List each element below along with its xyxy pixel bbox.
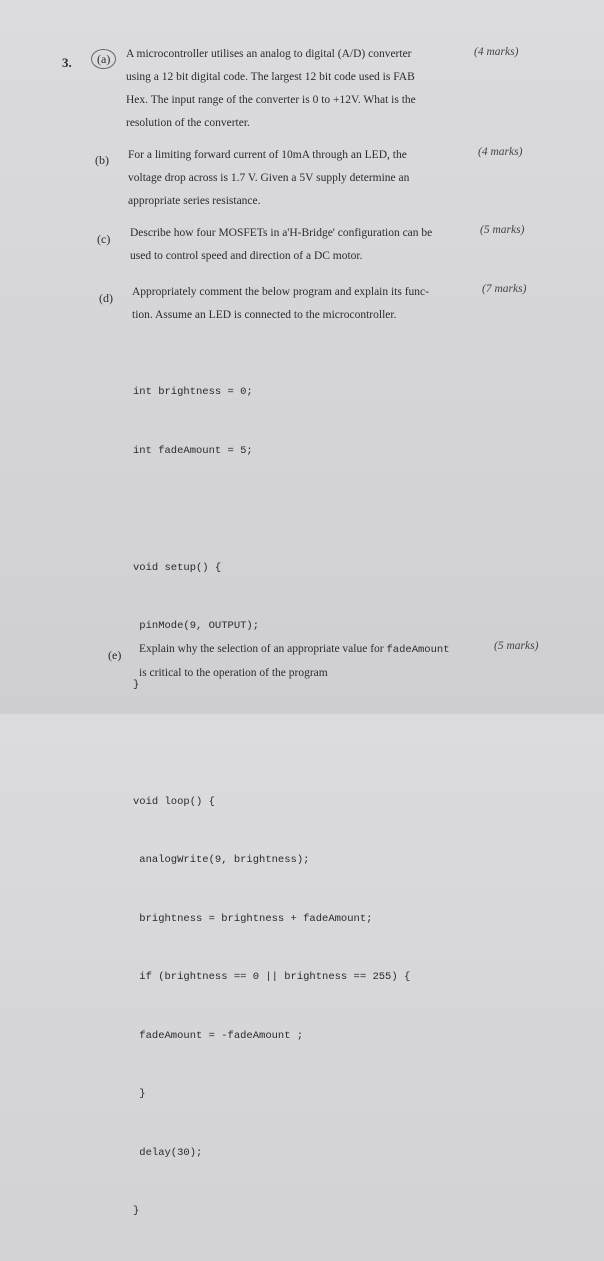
part-c-marks: (5 marks): [480, 224, 525, 236]
part-a-text: A microcontroller utilises an analog to digital (A/D) converter using a 12 bit digital code. The largest 12 bit code used is FAB Hex. The input range of the converter is 0 to +12V. What is the resolution of the converter.: [126, 48, 416, 129]
code-line: int fadeAmount = 5;: [133, 444, 253, 457]
code-line: brightness = brightness + fadeAmount;: [133, 912, 373, 925]
part-d-marks: (7 marks): [482, 283, 527, 295]
code-line: delay(30);: [133, 1146, 203, 1159]
part-a-label: [91, 52, 116, 67]
code-line: fadeAmount = -fadeAmount ;: [133, 1029, 304, 1042]
part-e-marks: (5 marks): [494, 640, 539, 652]
code-line: void loop() {: [133, 795, 215, 808]
part-e-line2: is critical to the operation of the program: [139, 667, 328, 679]
part-c-text: Describe how four MOSFETs in a'H-Bridge' configuration can be used to control speed and direction of a DC motor.: [130, 227, 433, 262]
code-line: [133, 734, 410, 754]
code-line: }: [133, 1205, 140, 1217]
question-number: 3.: [62, 55, 72, 70]
part-b-text: For a limiting forward current of 10mA through an LED, the voltage drop across is 1.7 V. Given a 5V supply determine an appropriate series resistance.: [128, 149, 410, 207]
part-d-label: (d): [99, 291, 113, 305]
code-line: pinMode(9, OUTPUT);: [133, 620, 260, 632]
part-c-label: (c): [97, 232, 111, 246]
part-e-line1-text: Explain why the selection of an appropriate value for: [139, 643, 387, 655]
part-b-label: (b): [95, 153, 109, 167]
code-line: [133, 500, 410, 520]
code-line: }: [133, 1088, 146, 1100]
code-line: }: [133, 678, 140, 691]
part-b-marks: (4 marks): [478, 146, 523, 158]
code-line: int brightness = 0;: [133, 386, 253, 398]
code-line: void setup() {: [133, 561, 222, 574]
code-listing: [133, 344, 410, 1261]
part-e-label: (e): [108, 648, 122, 662]
code-line: if (brightness == 0 || brightness == 255) {: [133, 971, 411, 983]
part-e-line1-code: fadeAmount: [386, 644, 450, 656]
part-a-label-text: (a): [91, 49, 116, 69]
part-a-marks: (4 marks): [474, 46, 519, 58]
code-line: analogWrite(9, brightness);: [133, 854, 310, 866]
part-e-text: [139, 638, 489, 685]
part-d-text: Appropriately comment the below program and explain its func- tion. Assume an LED is connected to the microcontroller.: [132, 286, 429, 321]
